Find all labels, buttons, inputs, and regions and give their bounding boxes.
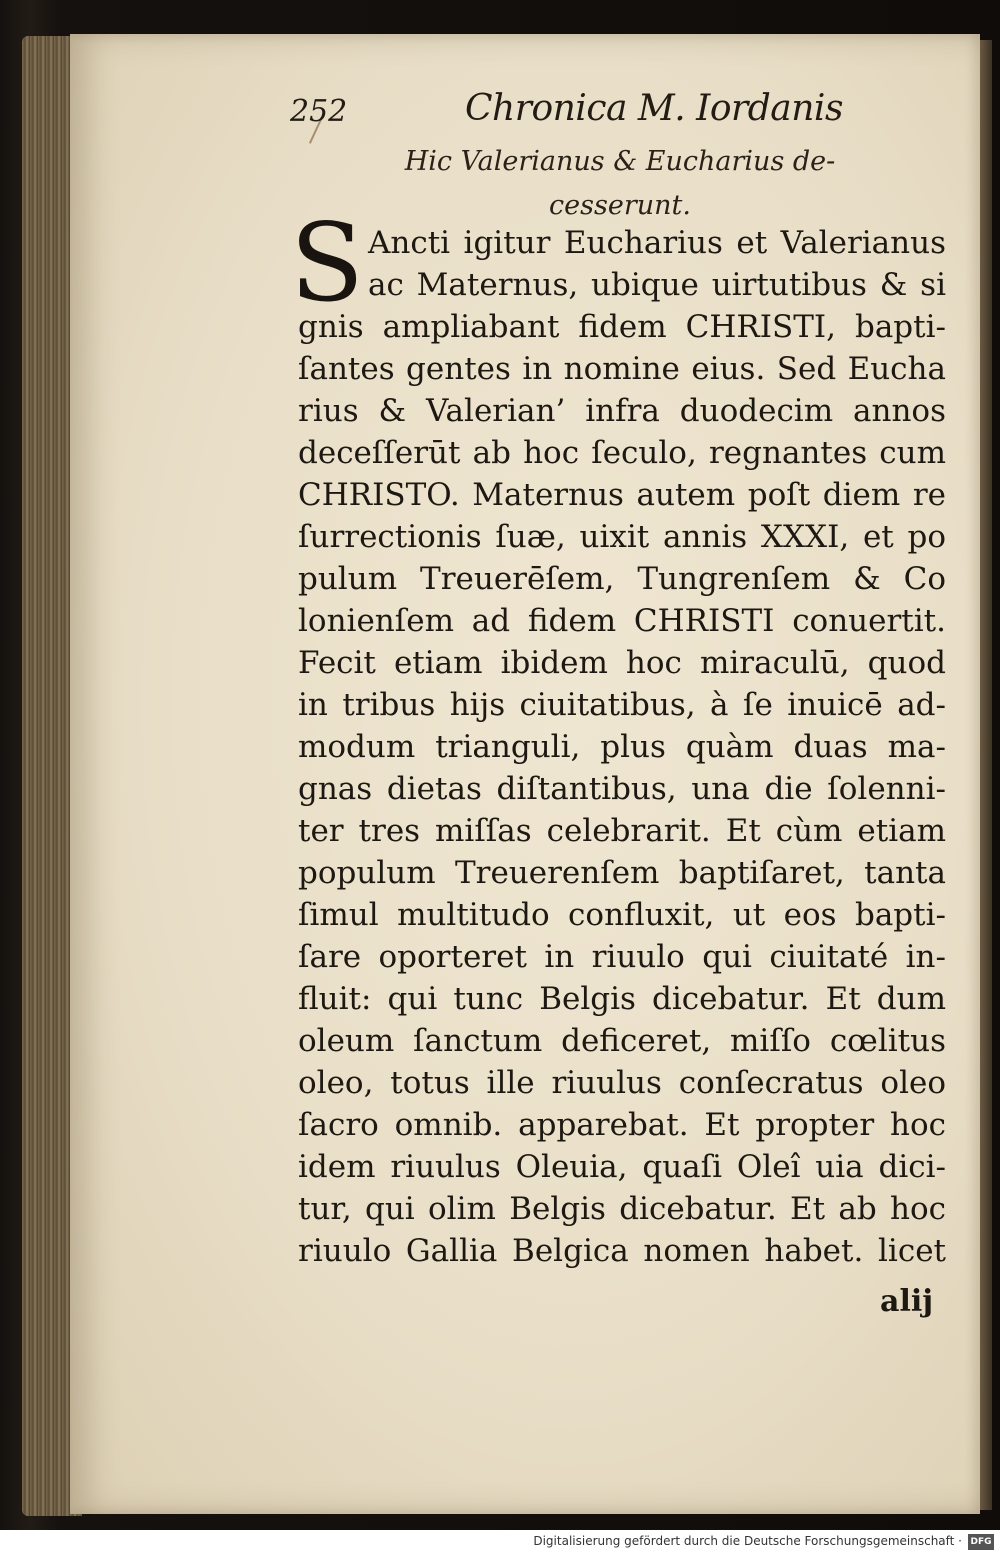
- text-line: ſare oporteret in riuulo qui ciuitaté in-: [298, 939, 946, 975]
- book-right-edge: [978, 40, 992, 1510]
- text-line: riuulo Gallia Belgica nomen habet. licet: [298, 1233, 946, 1269]
- chapter-title: [300, 140, 940, 228]
- footer-bar: [0, 1530, 1000, 1555]
- page-header: [290, 88, 950, 136]
- drop-cap: S: [290, 201, 364, 326]
- text-line: ter tres miſſas celebrarit. Et cùm etiam: [298, 813, 946, 849]
- running-title: Chronica M. Iordanis: [465, 88, 843, 129]
- text-line: Fecit etiam ibidem hoc miraculū, quod: [298, 645, 946, 681]
- text-line: CHRISTO. Maternus autem poſt diem re: [298, 477, 946, 513]
- chapter-title-line: cesserunt.: [549, 190, 691, 221]
- text-line: gnas dietas diſtantibus, una die ſolenni-: [298, 771, 946, 807]
- text-line: in tribus hijs ciuitatibus, à ſe inuicē ad-: [298, 687, 946, 723]
- text-line: populum Treuerenſem baptiſaret, tanta: [298, 855, 946, 891]
- text-line: modum trianguli, plus quàm duas ma-: [298, 729, 946, 765]
- text-line: ſantes gentes in nomine eius. Sed Eucha: [298, 351, 946, 387]
- text-line: idem riuulus Oleuia, quaſi Oleî uia dici-: [298, 1149, 946, 1185]
- text-line: fluit: qui tunc Belgis dicebatur. Et dum: [298, 981, 946, 1017]
- catchword: alij: [880, 1284, 934, 1319]
- funding-notice: Digitalisierung gefördert durch die Deutsche Forschungsgemeinschaft ·: [533, 1534, 962, 1548]
- chapter-title-line: Hic Valerianus & Eucharius de-: [404, 146, 836, 177]
- page-number: 252: [290, 94, 348, 129]
- dfg-logo: DFG: [968, 1534, 994, 1550]
- text-line: oleum ſanctum deficeret, miſſo cœlitus: [298, 1023, 946, 1059]
- text-line: ac Maternus, ubique uirtutibus & si: [368, 267, 946, 303]
- text-line: ſimul multitudo confluxit, ut eos bapti-: [298, 897, 946, 933]
- text-line: lonienſem ad fidem CHRISTI conuertit.: [298, 603, 946, 639]
- text-line: ſacro omnib. apparebat. Et propter hoc: [298, 1107, 946, 1143]
- text-line: Ancti igitur Eucharius et Valerianus: [368, 225, 946, 261]
- text-line: ſurrectionis ſuæ, uixit annis XXXI, et po: [298, 519, 946, 555]
- text-line: rius & Valerian’ infra duodecim annos: [298, 393, 946, 429]
- text-line: gnis ampliabant fidem CHRISTI, bapti-: [298, 309, 946, 345]
- text-line: pulum Treuerēſem, Tungrenſem & Co: [298, 561, 946, 597]
- text-line: tur, qui olim Belgis dicebatur. Et ab hoc: [298, 1191, 946, 1227]
- text-line: deceſſerūt ab hoc ſeculo, regnantes cum: [298, 435, 946, 471]
- text-line: oleo, totus ille riuulus conſecratus oleo: [298, 1065, 946, 1101]
